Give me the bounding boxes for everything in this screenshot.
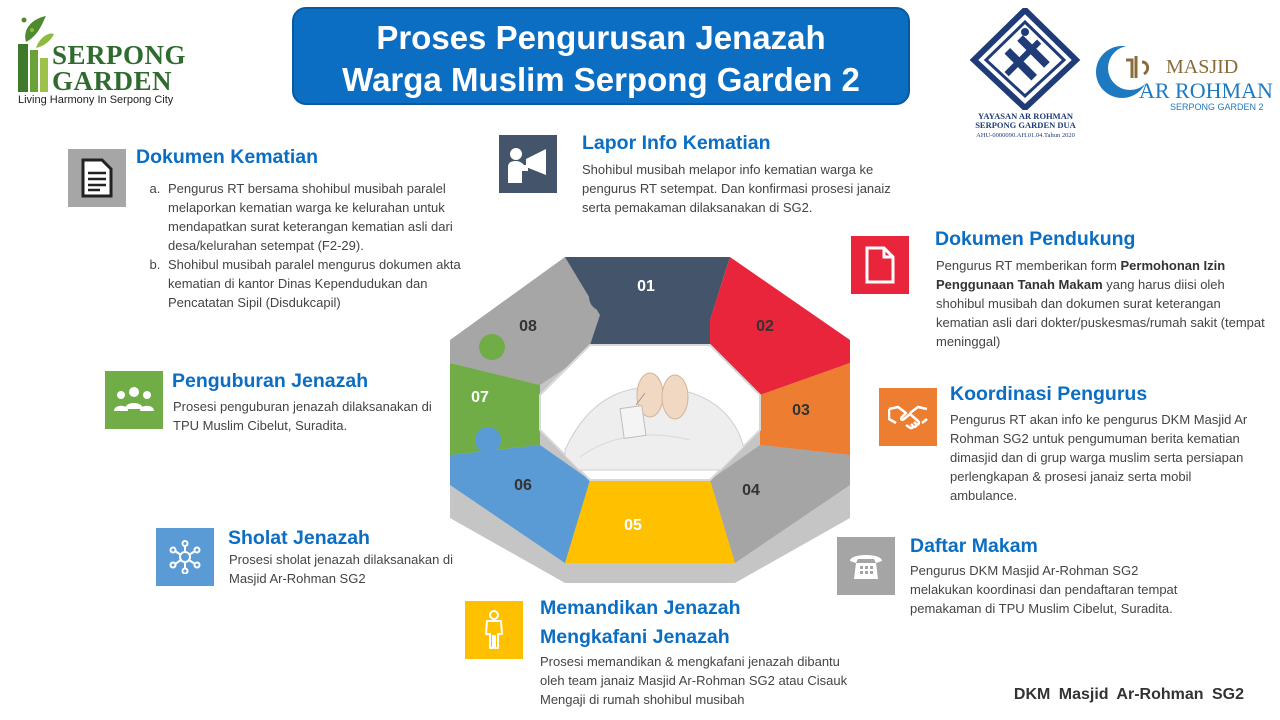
- knob-04: [792, 457, 818, 483]
- daftar-makam-icon-box: [837, 537, 895, 595]
- memandikan-desc: Prosesi memandikan & mengkafani jenazah dibantu oleh team janaiz Masjid Ar-Rohman SG2 atau Cisauk Mengaji di rumah shohibul musibah: [540, 654, 848, 707]
- group-icon: [112, 385, 156, 415]
- knob-06: [475, 427, 501, 453]
- penguburan-icon-box: [105, 371, 163, 429]
- knob-05: [677, 512, 703, 538]
- yayasan-logo: [968, 8, 1083, 143]
- file-icon: [865, 246, 895, 284]
- knob-01: [589, 283, 617, 311]
- segment-num-02: 02: [756, 318, 774, 335]
- sholat-desc: Prosesi sholat jenazah dilaksanakan di Masjid Ar-Rohman SG2: [229, 552, 454, 586]
- body-icon: [483, 610, 505, 650]
- yayasan-name: YAYASAN AR ROHMAN SERPONG GARDEN DUA: [975, 111, 1076, 130]
- knob-07: [479, 334, 505, 360]
- process-cycle-diagram: [440, 245, 860, 585]
- title-banner: [292, 7, 910, 105]
- masjid-line-1: MASJID: [1166, 56, 1239, 78]
- document-icon: [80, 158, 114, 198]
- segment-num-05: 05: [624, 517, 642, 534]
- title-line-1: Proses Pengurusan Jenazah: [376, 19, 826, 56]
- handshake-icon: [888, 403, 928, 431]
- knob-02: [787, 342, 813, 368]
- dokumen-pendukung-title: Dokumen Pendukung: [935, 228, 1136, 250]
- lapor-info-icon-box: [499, 135, 557, 193]
- masjid-line-3: SERPONG GARDEN 2: [1170, 102, 1264, 112]
- megaphone-icon: [506, 145, 550, 183]
- memandikan-title-line-1: Memandikan Jenazah: [540, 597, 741, 619]
- network-icon: [168, 540, 202, 574]
- telephone-icon: [848, 551, 884, 581]
- serpong-garden-logo: [14, 14, 187, 114]
- lapor-info-desc: Shohibul musibah melapor info kematian warga ke pengurus RT setempat. Dan konfirmasi prosesi janaiz serta pemakaman dilaksanakan di SG2.: [582, 162, 891, 215]
- segment-num-04: 04: [742, 482, 760, 499]
- sholat-icon-box: [156, 528, 214, 586]
- segment-num-06: 06: [514, 477, 532, 494]
- yayasan-emblem-icon: [968, 8, 1083, 110]
- daftar-makam-desc: Pengurus DKM Masjid Ar-Rohman SG2 melakukan koordinasi dan pendaftaran tempat pemakaman di TPU Muslim Cibelut, Suradita.: [910, 563, 1178, 616]
- dokumen-pendukung-desc: Pengurus RT memberikan form Permohonan Izin Penggunaan Tanah Makam yang harus diisi oleh shohibul musibah dan dokumen surat keterangan kematian asli dari dokter/puskesmas/rumah sakit (tempat meninggal): [936, 258, 1265, 349]
- serpong-garden-tagline: Living Harmony In Serpong City: [18, 94, 174, 106]
- koordinasi-icon-box: [879, 388, 937, 446]
- footer-credit: DKM Masjid Ar-Rohman SG2: [1013, 686, 1244, 703]
- dokumen-kematian-item-a: a. Pengurus RT bersama shohibul musibah paralel melaporkan kematian warga ke kelurahan untuk mendapatkan surat keterangan kematian asli dari desa/kelurahan setempat (F2-29).: [164, 179, 485, 255]
- segment-num-03: 03: [792, 402, 810, 419]
- masjid-logo: [1092, 38, 1273, 118]
- koordinasi-desc: Pengurus RT akan info ke pengurus DKM Masjid Ar Rohman SG2 untuk pengumuman berita kematian dimasjid dan di grup warga muslim serta persiapan perlengkapan & prosesi janaiz serta mobil ambulance.: [950, 412, 1248, 503]
- penguburan-desc: Prosesi penguburan jenazah dilaksanakan di TPU Muslim Cibelut, Suradita.: [173, 399, 432, 433]
- memandikan-title: [540, 596, 740, 649]
- dokumen-pendukung-icon-box: [851, 236, 909, 294]
- koordinasi-title: Koordinasi Pengurus: [950, 383, 1148, 405]
- sholat-title: Sholat Jenazah: [228, 527, 370, 549]
- segment-num-01: 01: [637, 278, 655, 295]
- dokumen-kematian-list: [140, 179, 485, 312]
- memandikan-icon-box: [465, 601, 523, 659]
- memandikan-title-line-2: Mengkafani Jenazah: [540, 626, 730, 648]
- segment-05: [565, 480, 735, 563]
- yayasan-registration: AHU-0000090.AH.01.04.Tahun 2020: [976, 132, 1075, 139]
- dokumen-kematian-icon-box: [68, 149, 126, 207]
- penguburan-title: Penguburan Jenazah: [172, 370, 369, 392]
- dokumen-kematian-item-b: b. Shohibul musibah paralel mengurus dokumen akta kematian di kantor Dinas Kependudukan dan Pencatatan Sipil (Disdukcapil): [164, 255, 485, 312]
- title-line-2: Warga Muslim Serpong Garden 2: [342, 61, 860, 98]
- dokumen-kematian-title: Dokumen Kematian: [136, 146, 319, 168]
- segment-num-08: 08: [519, 318, 537, 335]
- dokumen-kematian-desc: [140, 179, 485, 312]
- dokumen-pendukung-form-name: Permohonan Izin Penggunaan Tanah Makam: [936, 258, 1226, 292]
- daftar-makam-title: Daftar Makam: [910, 535, 1038, 557]
- masjid-line-2: AR ROHMAN: [1139, 78, 1273, 103]
- lapor-info-title: Lapor Info Kematian: [582, 132, 771, 154]
- plant-icon: [16, 14, 56, 98]
- segment-num-07: 07: [471, 389, 489, 406]
- serpong-garden-name: SERPONG GARDEN: [52, 40, 187, 96]
